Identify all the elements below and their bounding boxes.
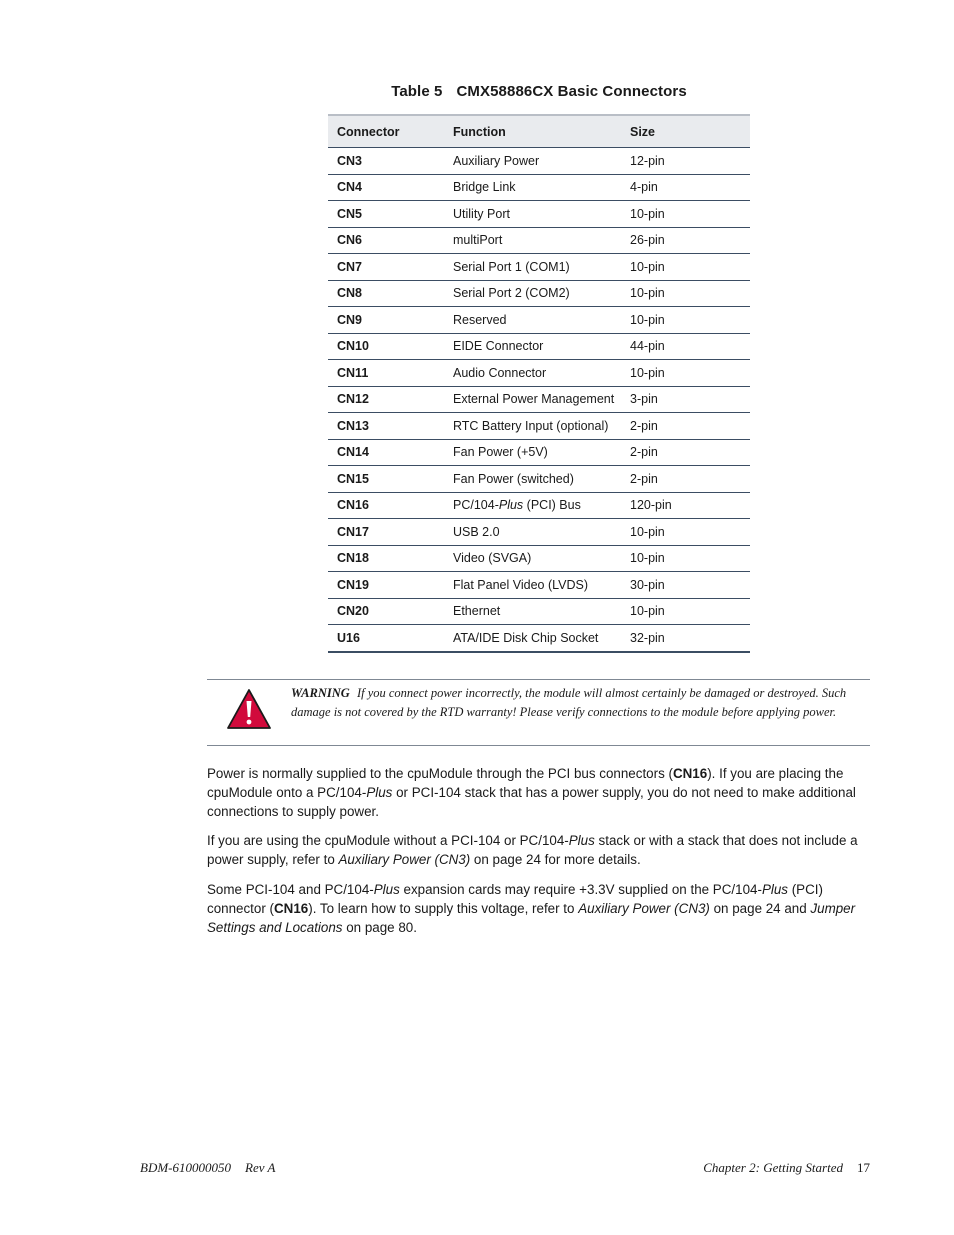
function-cell: ATA/IDE Disk Chip Socket [444, 625, 621, 652]
text-run: on page 80. [342, 920, 417, 935]
table-row [328, 413, 750, 440]
connectors-table [328, 114, 750, 653]
table-header-row [328, 115, 750, 148]
revision: Rev A [245, 1160, 276, 1175]
function-cell: Auxiliary Power [444, 148, 621, 175]
function-text-italic: Plus [498, 498, 524, 513]
function-cell: External Power Management [444, 386, 621, 413]
table-row [328, 439, 750, 466]
connector-cell: CN11 [328, 360, 444, 387]
text-run: on page 24 and [709, 901, 811, 916]
table-row [328, 572, 750, 599]
connector-cell: CN19 [328, 572, 444, 599]
function-cell: Reserved [444, 307, 621, 334]
function-cell: RTC Battery Input (optional) [444, 413, 621, 440]
table-row [328, 280, 750, 307]
function-cell: USB 2.0 [444, 519, 621, 546]
text-run: stack or with a stack that does not include a power supply, refer to [207, 833, 858, 867]
text-run: on page 24 for more details. [470, 852, 641, 867]
text-run: ). To learn how to supply this voltage, refer to [308, 901, 579, 916]
cross-reference: Auxiliary Power (CN3) [578, 901, 710, 916]
connector-cell: CN13 [328, 413, 444, 440]
column-header-size: Size [621, 115, 750, 148]
warning-box [207, 679, 870, 746]
table-row [328, 360, 750, 387]
size-cell: 2-pin [621, 439, 750, 466]
function-cell: multiPort [444, 227, 621, 254]
page-number: 17 [857, 1160, 870, 1175]
size-cell: 3-pin [621, 386, 750, 413]
connector-cell: CN20 [328, 598, 444, 625]
connector-cell: CN10 [328, 333, 444, 360]
size-cell: 10-pin [621, 519, 750, 546]
function-cell: Serial Port 2 (COM2) [444, 280, 621, 307]
size-cell: 10-pin [621, 307, 750, 334]
warning-text [291, 684, 867, 722]
size-cell: 10-pin [621, 280, 750, 307]
function-cell: Utility Port [444, 201, 621, 228]
size-cell: 10-pin [621, 545, 750, 572]
table-row [328, 254, 750, 281]
connector-cell: CN14 [328, 439, 444, 466]
table-row [328, 174, 750, 201]
connector-cell: CN7 [328, 254, 444, 281]
table-row [328, 519, 750, 546]
table-row [328, 201, 750, 228]
function-cell: Fan Power (switched) [444, 466, 621, 493]
table-row [328, 227, 750, 254]
connector-cell: CN5 [328, 201, 444, 228]
table-row [328, 625, 750, 652]
size-cell: 10-pin [621, 598, 750, 625]
text-run: or PCI-104 stack that has a power supply, you do not need to make additional connections to supply power. [207, 785, 856, 819]
size-cell: 2-pin [621, 466, 750, 493]
function-cell: Fan Power (+5V) [444, 439, 621, 466]
size-cell: 4-pin [621, 174, 750, 201]
footer-right [703, 1160, 870, 1176]
connector-cell: CN15 [328, 466, 444, 493]
connector-cell: CN17 [328, 519, 444, 546]
table-row [328, 333, 750, 360]
text-run-italic: Plus [568, 833, 595, 848]
text-run: Some PCI-104 and PC/104- [207, 882, 374, 897]
connector-cell: CN6 [328, 227, 444, 254]
size-cell: 32-pin [621, 625, 750, 652]
connector-cell: CN12 [328, 386, 444, 413]
size-cell: 10-pin [621, 254, 750, 281]
function-cell: Audio Connector [444, 360, 621, 387]
table-row [328, 148, 750, 175]
size-cell: 30-pin [621, 572, 750, 599]
connector-cell: U16 [328, 625, 444, 652]
size-cell: 10-pin [621, 201, 750, 228]
table-row [328, 307, 750, 334]
function-cell: EIDE Connector [444, 333, 621, 360]
text-run-italic: Plus [366, 785, 393, 800]
column-header-function: Function [444, 115, 621, 148]
function-text: PC/104- [453, 498, 499, 513]
table-row [328, 545, 750, 572]
size-cell: 12-pin [621, 148, 750, 175]
function-cell: Bridge Link [444, 174, 621, 201]
text-run: If you are using the cpuModule without a PCI-104 or PC/104- [207, 833, 569, 848]
table-number: Table 5 [391, 83, 443, 100]
column-header-connector: Connector [328, 115, 444, 148]
cross-reference: Jumper Settings and Locations [207, 901, 856, 935]
warning-message: If you connect power incorrectly, the module will almost certainly be damaged or destroyed. Such damage is not covered by the RTD warranty! Please verify connections to the module before applying power. [291, 686, 847, 719]
paragraph-power-supply [207, 764, 870, 821]
table-title: CMX58886CX Basic Connectors [456, 83, 687, 100]
text-run-bold: CN16 [672, 766, 708, 781]
size-cell: 120-pin [621, 492, 750, 519]
cross-reference: Auxiliary Power (CN3) [338, 852, 471, 867]
chapter-title: Chapter 2: Getting Started [703, 1160, 843, 1175]
connector-cell: CN3 [328, 148, 444, 175]
footer-left [140, 1160, 275, 1176]
text-run: expansion cards may require +3.3V supplied on the PC/104- [399, 882, 762, 897]
warning-label: WARNING [291, 686, 350, 700]
function-cell: Ethernet [444, 598, 621, 625]
text-run: (PCI) connector ( [207, 882, 823, 916]
function-cell: Flat Panel Video (LVDS) [444, 572, 621, 599]
connector-cell: CN8 [328, 280, 444, 307]
text-run: ). If you are placing the cpuModule onto a PC/104- [207, 766, 844, 800]
function-cell: Serial Port 1 (COM1) [444, 254, 621, 281]
connector-cell: CN18 [328, 545, 444, 572]
document-id: BDM-610000050 [140, 1160, 231, 1175]
text-run-italic: Plus [373, 882, 400, 897]
size-cell: 26-pin [621, 227, 750, 254]
connector-cell: CN4 [328, 174, 444, 201]
table-caption [328, 83, 750, 100]
table-row [328, 598, 750, 625]
connector-cell: CN16 [328, 492, 444, 519]
connector-cell: CN9 [328, 307, 444, 334]
text-run-bold: CN16 [274, 901, 309, 916]
function-cell: Video (SVGA) [444, 545, 621, 572]
table-row [328, 466, 750, 493]
text-run: Power is normally supplied to the cpuModule through the PCI bus connectors ( [207, 766, 673, 781]
text-run-italic: Plus [761, 882, 788, 897]
paragraph-3v3-supply [207, 880, 870, 937]
function-text: (PCI) Bus [523, 498, 581, 513]
table-row [328, 386, 750, 413]
size-cell: 2-pin [621, 413, 750, 440]
size-cell: 10-pin [621, 360, 750, 387]
function-cell [444, 492, 621, 519]
table-row [328, 492, 750, 519]
warning-triangle-icon [226, 688, 272, 730]
size-cell: 44-pin [621, 333, 750, 360]
paragraph-without-stack [207, 831, 870, 869]
